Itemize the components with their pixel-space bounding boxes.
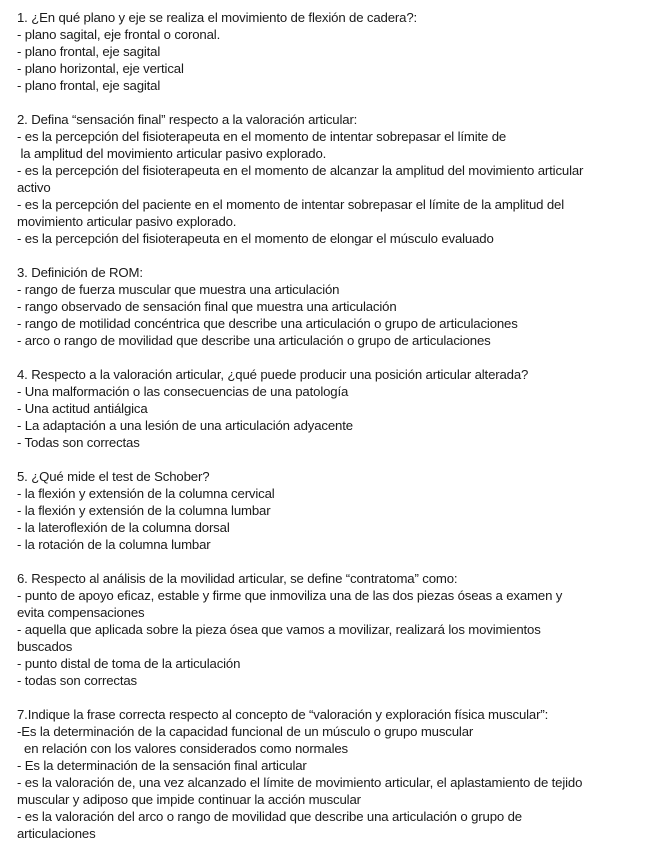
answer-option — [17, 502, 639, 519]
answer-option — [17, 400, 639, 417]
answer-option-line: - es la percepción del fisioterapeuta en el momento de alcanzar la amplitud del movimiento articular — [17, 163, 584, 178]
answer-option-line: - es la percepción del fisioterapeuta en el momento de elongar el músculo evaluado — [17, 231, 494, 246]
answer-option — [17, 315, 639, 332]
answer-option — [17, 26, 639, 43]
question-text: 1. ¿En qué plano y eje se realiza el movimiento de flexión de cadera?: — [17, 10, 418, 25]
answer-option — [17, 434, 639, 451]
question-7 — [17, 706, 639, 842]
answer-option — [17, 621, 639, 655]
answer-option-line: - la rotación de la columna lumbar — [17, 537, 211, 552]
question-text: 5. ¿Qué mide el test de Schober? — [17, 469, 210, 484]
question-text: 4. Respecto a la valoración articular, ¿qué puede producir una posición articular alterada? — [17, 367, 529, 382]
answer-option-line: - es la percepción del paciente en el momento de intentar sobrepasar el límite de la amplitud del — [17, 197, 564, 212]
answer-option-line: buscados — [17, 639, 73, 654]
answer-option-line: - la flexión y extensión de la columna lumbar — [17, 503, 271, 518]
answer-option — [17, 536, 639, 553]
answer-option-line: - la flexión y extensión de la columna cervical — [17, 486, 275, 501]
answer-option-line: - la lateroflexión de la columna dorsal — [17, 520, 230, 535]
answer-option-line: en relación con los valores considerados como normales — [17, 741, 348, 756]
question-text: 7.Indique la frase correcta respecto al concepto de “valoración y exploración física muscular”: — [17, 707, 549, 722]
answer-option-line: - plano frontal, eje sagital — [17, 78, 161, 93]
answer-option — [17, 672, 639, 689]
answer-option-line: - rango de fuerza muscular que muestra una articulación — [17, 282, 340, 297]
answer-option — [17, 162, 639, 196]
answer-option — [17, 587, 639, 621]
answer-option-line: - aquella que aplicada sobre la pieza ósea que vamos a movilizar, realizará los movimientos — [17, 622, 541, 637]
answer-option-line: - rango observado de sensación final que muestra una articulación — [17, 299, 397, 314]
answer-option-line: - es la valoración de, una vez alcanzado el límite de movimiento articular, el aplastamiento de tejido — [17, 775, 583, 790]
question-4 — [17, 366, 639, 451]
answer-option — [17, 196, 639, 230]
answer-option — [17, 60, 639, 77]
answer-option-line: evita compensaciones — [17, 605, 145, 620]
answer-option-line: - plano frontal, eje sagital — [17, 44, 161, 59]
quiz-document — [17, 9, 639, 859]
answer-option — [17, 417, 639, 434]
answer-option — [17, 757, 639, 774]
answer-option-line: - rango de motilidad concéntrica que describe una articulación o grupo de articulaciones — [17, 316, 518, 331]
answer-option-line: - plano sagital, eje frontal o coronal. — [17, 27, 221, 42]
answer-option-line: - Una malformación o las consecuencias de una patología — [17, 384, 349, 399]
question-text: 6. Respecto al análisis de la movilidad articular, se define “contratoma” como: — [17, 571, 458, 586]
question-text: 3. Definición de ROM: — [17, 265, 143, 280]
answer-option-line: - Es la determinación de la sensación final articular — [17, 758, 307, 773]
answer-option-line: - punto de apoyo eficaz, estable y firme que inmoviliza una de las dos piezas óseas a examen y — [17, 588, 563, 603]
answer-option-line: - punto distal de toma de la articulación — [17, 656, 241, 671]
question-text: 2. Defina “sensación final” respecto a la valoración articular: — [17, 112, 358, 127]
answer-option — [17, 230, 639, 247]
question-2 — [17, 111, 639, 247]
answer-option-line: - arco o rango de movilidad que describe una articulación o grupo de articulaciones — [17, 333, 491, 348]
question-5 — [17, 468, 639, 553]
answer-option — [17, 808, 639, 842]
answer-option — [17, 485, 639, 502]
question-1 — [17, 9, 639, 94]
answer-option — [17, 723, 639, 757]
question-6 — [17, 570, 639, 689]
answer-option — [17, 774, 639, 808]
answer-option-line: - Todas son correctas — [17, 435, 140, 450]
answer-option-line: activo — [17, 180, 51, 195]
answer-option — [17, 383, 639, 400]
answer-option-line: la amplitud del movimiento articular pasivo explorado. — [17, 146, 327, 161]
answer-option — [17, 128, 639, 162]
answer-option — [17, 332, 639, 349]
answer-option-line: - plano horizontal, eje vertical — [17, 61, 184, 76]
question-3 — [17, 264, 639, 349]
answer-option — [17, 655, 639, 672]
answer-option-line: muscular y adiposo que impide continuar la acción muscular — [17, 792, 361, 807]
answer-option — [17, 77, 639, 94]
answer-option-line: movimiento articular pasivo explorado. — [17, 214, 237, 229]
answer-option-line: articulaciones — [17, 826, 96, 841]
answer-option — [17, 43, 639, 60]
answer-option-line: -Es la determinación de la capacidad funcional de un músculo o grupo muscular — [17, 724, 474, 739]
answer-option-line: - todas son correctas — [17, 673, 137, 688]
answer-option-line: - es la valoración del arco o rango de movilidad que describe una articulación o grupo de — [17, 809, 522, 824]
answer-option — [17, 298, 639, 315]
answer-option — [17, 519, 639, 536]
answer-option-line: - La adaptación a una lesión de una articulación adyacente — [17, 418, 353, 433]
answer-option-line: - es la percepción del fisioterapeuta en el momento de intentar sobrepasar el límite de — [17, 129, 507, 144]
answer-option-line: - Una actitud antiálgica — [17, 401, 148, 416]
answer-option — [17, 281, 639, 298]
